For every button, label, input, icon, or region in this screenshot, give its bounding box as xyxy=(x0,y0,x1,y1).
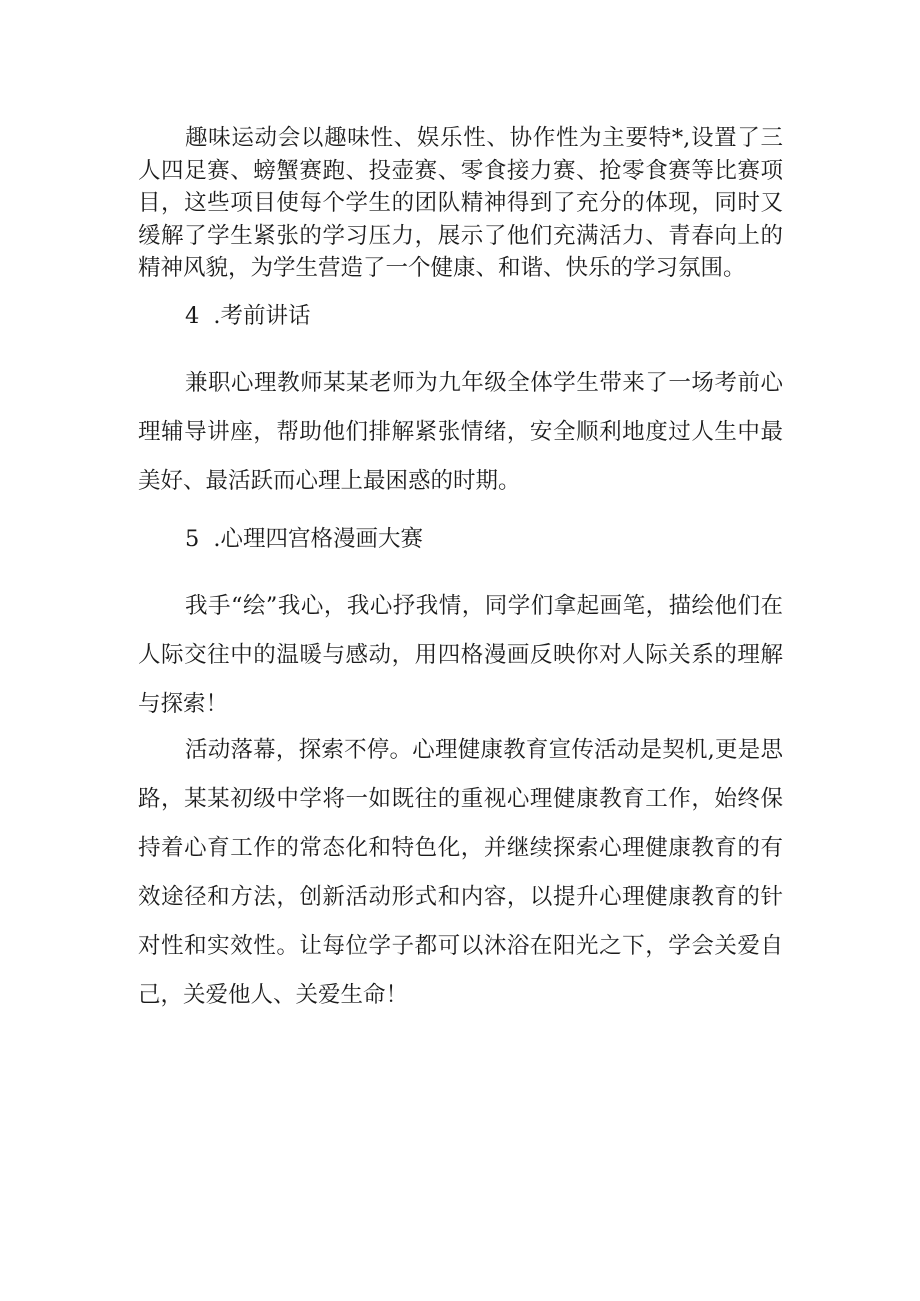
section-title: .考前讲话 xyxy=(213,303,311,329)
paragraph-pre-exam-lecture: 兼职心理教师某某老师为九年级全体学生带来了一场考前心理辅导讲座，帮助他们排解紧张情绪，安全顺利地度过人生中最美好、最活跃而心理上最困惑的时期。 xyxy=(138,370,783,494)
paragraph-closing: 活动落幕，探索不停。心理健康教育宣传活动是契机,更是思路，某某初级中学将一如既往的重视心理健康教育工作，始终保持着心育工作的常态化和特色化，并继续探索心理健康教育的有效途径和方法，创新活动形式和内容，以提升心理健康教育的针对性和实效性。让每位学子都可以沐浴在阳光之下，学会关爱自己，关爱他人、关爱生命！ xyxy=(138,737,783,1008)
paragraph-comic-contest: 我手“绘”我心，我心抒我情，同学们拿起画笔，描绘他们在人际交往中的温暖与感动，用四格漫画反映你对人际关系的理解与探索！ xyxy=(138,593,783,717)
section-title: .心理四宫格漫画大赛 xyxy=(213,526,423,552)
section-number: 4 xyxy=(185,303,200,329)
section-number: 5 xyxy=(185,526,200,552)
section-heading-pre-exam-talk xyxy=(185,300,310,332)
paragraph-fun-sports-meet: 趣味运动会以趣味性、娱乐性、协作性为主要特*,设置了三人四足赛、螃蟹赛跑、投壶赛、零食接力赛、抢零食赛等比赛项目，这些项目使每个学生的团队精神得到了充分的体现，同时又缓解了学生紧张的学习压力，展示了他们充满活力、青春向上的精神风貌，为学生营造了一个健康、和谐、快乐的学习氛围。 xyxy=(138,125,783,282)
section-heading-comic-contest xyxy=(185,523,423,555)
